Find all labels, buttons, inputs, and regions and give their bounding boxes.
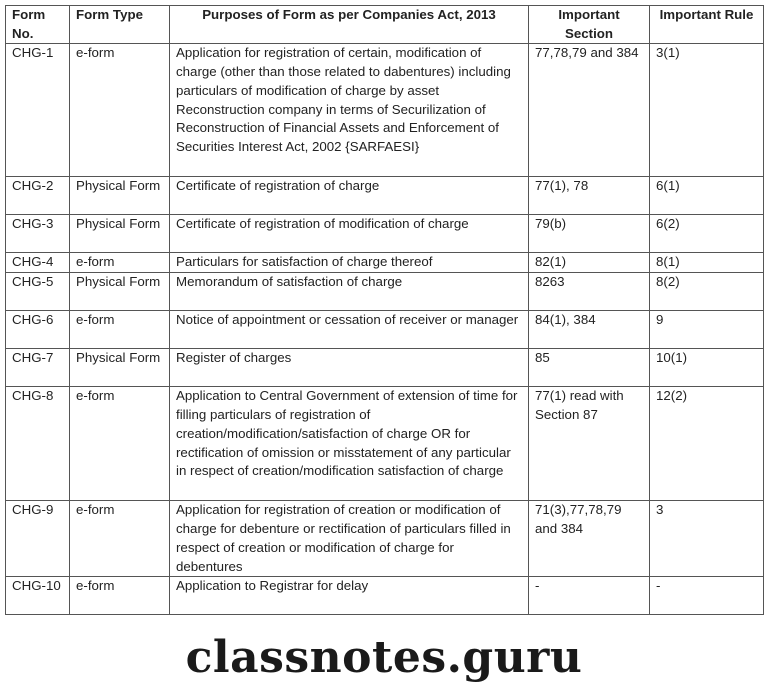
table-row: [6, 44, 764, 177]
table-row: [6, 311, 764, 349]
section-cell: 84(1), 384: [529, 311, 650, 349]
table-row: [6, 501, 764, 577]
purpose-cell: Register of charges: [170, 349, 529, 387]
header-purpose: Purposes of Form as per Companies Act, 2013: [170, 6, 529, 44]
rule-cell: 3: [650, 501, 764, 577]
form-no-cell: CHG-8: [6, 387, 70, 501]
section-cell: 82(1): [529, 253, 650, 273]
section-cell: 85: [529, 349, 650, 387]
form-no-cell: CHG-6: [6, 311, 70, 349]
rule-cell: 12(2): [650, 387, 764, 501]
table-row: [6, 577, 764, 615]
table-row: [6, 177, 764, 215]
rule-cell: 9: [650, 311, 764, 349]
watermark-logo: classnotes.guru: [185, 632, 583, 683]
form-no-cell: CHG-2: [6, 177, 70, 215]
purpose-cell: Certificate of registration of modification of charge: [170, 215, 529, 253]
form-no-cell: CHG-9: [6, 501, 70, 577]
rule-cell: 3(1): [650, 44, 764, 177]
form-no-cell: CHG-5: [6, 273, 70, 311]
purpose-cell: Application to Central Government of extension of time for filling particulars of registration of creation/modification/satisfaction of charge OR for rectification of omission or misstatement of any particular in respect of creation/modification satisfaction of charge: [170, 387, 529, 501]
table-row: [6, 349, 764, 387]
table-row: [6, 253, 764, 273]
purpose-cell: Memorandum of satisfaction of charge: [170, 273, 529, 311]
table-row: [6, 273, 764, 311]
header-form-type: Form Type: [70, 6, 170, 44]
rule-cell: 10(1): [650, 349, 764, 387]
table-header-row: [6, 6, 764, 44]
form-type-cell: e-form: [70, 44, 170, 177]
table-row: [6, 215, 764, 253]
header-form-no: Form No.: [6, 6, 70, 44]
table-row: [6, 387, 764, 501]
rule-cell: 6(1): [650, 177, 764, 215]
section-cell: -: [529, 577, 650, 615]
form-type-cell: Physical Form: [70, 215, 170, 253]
charge-forms-table: [5, 5, 764, 615]
form-type-cell: Physical Form: [70, 273, 170, 311]
section-cell: 79(b): [529, 215, 650, 253]
rule-cell: 8(2): [650, 273, 764, 311]
rule-cell: 6(2): [650, 215, 764, 253]
section-cell: 77(1), 78: [529, 177, 650, 215]
form-type-cell: e-form: [70, 253, 170, 273]
form-no-cell: CHG-4: [6, 253, 70, 273]
form-type-cell: e-form: [70, 577, 170, 615]
form-no-cell: CHG-3: [6, 215, 70, 253]
purpose-cell: Notice of appointment or cessation of receiver or manager: [170, 311, 529, 349]
section-cell: 8263: [529, 273, 650, 311]
form-type-cell: e-form: [70, 501, 170, 577]
header-important-rule: Important Rule: [650, 6, 764, 44]
form-type-cell: e-form: [70, 387, 170, 501]
purpose-cell: Application for registration of certain, modification of charge (other than those related to dabentures) including particulars of modification of charge by asset Reconstruction company in terms of Securilization of Reconstruction of Financial Assets and Enforcement of Securities Interest Act, 2002 {SARFAESI}: [170, 44, 529, 177]
section-cell: 71(3),77,78,79 and 384: [529, 501, 650, 577]
rule-cell: -: [650, 577, 764, 615]
rule-cell: 8(1): [650, 253, 764, 273]
section-cell: 77(1) read with Section 87: [529, 387, 650, 501]
section-cell: 77,78,79 and 384: [529, 44, 650, 177]
form-type-cell: Physical Form: [70, 177, 170, 215]
purpose-cell: Particulars for satisfaction of charge thereof: [170, 253, 529, 273]
purpose-cell: Application to Registrar for delay: [170, 577, 529, 615]
form-no-cell: CHG-10: [6, 577, 70, 615]
header-important-section: Important Section: [529, 6, 650, 44]
form-type-cell: Physical Form: [70, 349, 170, 387]
form-no-cell: CHG-1: [6, 44, 70, 177]
purpose-cell: Application for registration of creation or modification of charge for debenture or rectification of particulars filled in respect of creation or modification of charge for debentures: [170, 501, 529, 577]
form-no-cell: CHG-7: [6, 349, 70, 387]
purpose-cell: Certificate of registration of charge: [170, 177, 529, 215]
form-type-cell: e-form: [70, 311, 170, 349]
